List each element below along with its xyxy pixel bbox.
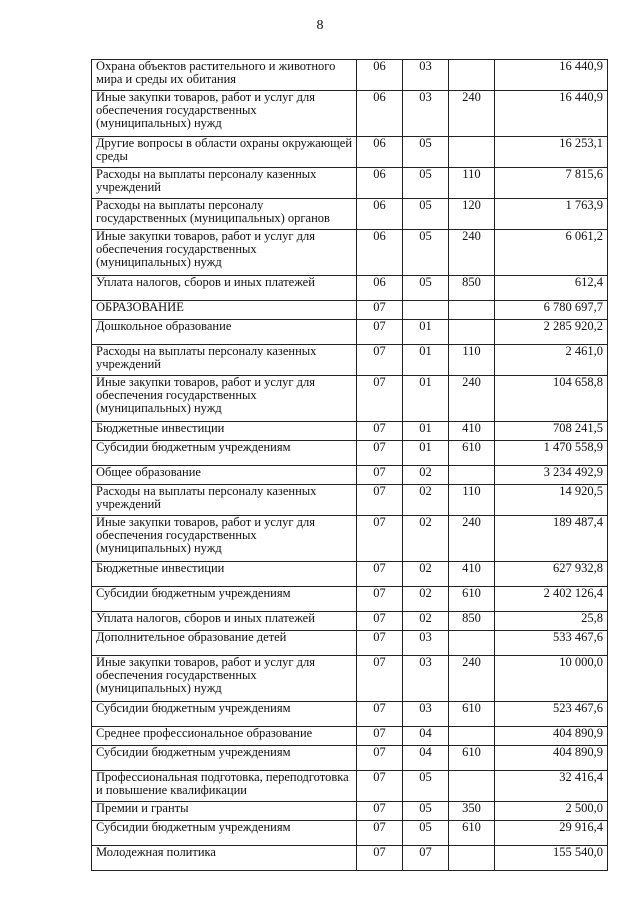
amount-cell: 155 540,0 — [495, 846, 608, 871]
amount-cell: 14 920,5 — [495, 485, 608, 516]
expense-name-cell: Профессиональная подготовка, переподготовка и повышение квалификации — [92, 771, 357, 802]
expense-name-cell: Охрана объектов растительного и животного мира и среды их обитания — [92, 60, 357, 91]
amount-cell: 404 890,9 — [495, 746, 608, 771]
amount-cell: 612,4 — [495, 276, 608, 301]
expense-type-code-cell: 120 — [449, 199, 495, 230]
amount-cell: 2 500,0 — [495, 802, 608, 821]
expense-type-code-cell: 240 — [449, 656, 495, 702]
table-row — [92, 466, 608, 485]
expense-name-cell: Уплата налогов, сборов и иных платежей — [92, 276, 357, 301]
subsection-code-cell: 01 — [403, 345, 449, 376]
section-code-cell: 07 — [357, 516, 403, 562]
subsection-code-cell: 05 — [403, 230, 449, 276]
expense-type-code-cell — [449, 320, 495, 345]
amount-cell: 104 658,8 — [495, 376, 608, 422]
subsection-code-cell: 02 — [403, 485, 449, 516]
amount-cell: 3 234 492,9 — [495, 466, 608, 485]
amount-cell: 523 467,6 — [495, 702, 608, 727]
expense-type-code-cell: 110 — [449, 345, 495, 376]
expense-name-cell: Молодежная политика — [92, 846, 357, 871]
amount-cell: 708 241,5 — [495, 422, 608, 441]
expense-name-cell: Иные закупки товаров, работ и услуг для обеспечения государственных (муниципальных) нужд — [92, 230, 357, 276]
expense-name-cell: Премии и гранты — [92, 802, 357, 821]
table-row — [92, 802, 608, 821]
table-row — [92, 821, 608, 846]
subsection-code-cell: 05 — [403, 168, 449, 199]
section-code-cell: 06 — [357, 230, 403, 276]
section-code-cell: 07 — [357, 422, 403, 441]
expense-type-code-cell — [449, 846, 495, 871]
table-row — [92, 422, 608, 441]
amount-cell: 7 815,6 — [495, 168, 608, 199]
amount-cell: 16 440,9 — [495, 60, 608, 91]
table-row — [92, 91, 608, 137]
amount-cell: 1 470 558,9 — [495, 441, 608, 466]
amount-cell: 29 916,4 — [495, 821, 608, 846]
expense-type-code-cell: 610 — [449, 702, 495, 727]
expense-type-code-cell: 110 — [449, 485, 495, 516]
table-row — [92, 746, 608, 771]
section-code-cell: 07 — [357, 466, 403, 485]
expense-name-cell: Расходы на выплаты персоналу казенных учреждений — [92, 485, 357, 516]
table-row — [92, 137, 608, 168]
amount-cell: 627 932,8 — [495, 562, 608, 587]
subsection-code-cell: 01 — [403, 320, 449, 345]
expense-type-code-cell: 850 — [449, 612, 495, 631]
subsection-code-cell: 03 — [403, 702, 449, 727]
subsection-code-cell: 02 — [403, 587, 449, 612]
expense-type-code-cell: 410 — [449, 562, 495, 587]
section-code-cell: 07 — [357, 301, 403, 320]
section-code-cell: 07 — [357, 656, 403, 702]
subsection-code-cell: 04 — [403, 727, 449, 746]
section-code-cell: 07 — [357, 612, 403, 631]
section-code-cell: 07 — [357, 846, 403, 871]
subsection-code-cell: 05 — [403, 276, 449, 301]
subsection-code-cell: 03 — [403, 91, 449, 137]
section-code-cell: 07 — [357, 376, 403, 422]
expense-name-cell: Субсидии бюджетным учреждениям — [92, 702, 357, 727]
section-code-cell: 07 — [357, 441, 403, 466]
expense-name-cell: ОБРАЗОВАНИЕ — [92, 301, 357, 320]
budget-table-body — [92, 60, 608, 871]
section-code-cell: 07 — [357, 771, 403, 802]
expense-type-code-cell: 110 — [449, 168, 495, 199]
section-code-cell: 06 — [357, 137, 403, 168]
amount-cell: 2 402 126,4 — [495, 587, 608, 612]
expense-type-code-cell — [449, 60, 495, 91]
section-code-cell: 07 — [357, 746, 403, 771]
section-code-cell: 07 — [357, 485, 403, 516]
table-row — [92, 441, 608, 466]
section-code-cell: 06 — [357, 60, 403, 91]
table-row — [92, 612, 608, 631]
section-code-cell: 07 — [357, 702, 403, 727]
expense-name-cell: Субсидии бюджетным учреждениям — [92, 821, 357, 846]
table-row — [92, 485, 608, 516]
table-row — [92, 60, 608, 91]
table-row — [92, 320, 608, 345]
subsection-code-cell: 01 — [403, 422, 449, 441]
subsection-code-cell: 01 — [403, 441, 449, 466]
subsection-code-cell: 02 — [403, 612, 449, 631]
section-code-cell: 07 — [357, 727, 403, 746]
table-row — [92, 516, 608, 562]
table-row — [92, 168, 608, 199]
subsection-code-cell: 05 — [403, 137, 449, 168]
table-row — [92, 727, 608, 746]
expense-type-code-cell — [449, 466, 495, 485]
table-row — [92, 230, 608, 276]
expense-name-cell: Расходы на выплаты персоналу казенных учреждений — [92, 168, 357, 199]
section-code-cell: 07 — [357, 587, 403, 612]
amount-cell: 533 467,6 — [495, 631, 608, 656]
expense-type-code-cell: 240 — [449, 230, 495, 276]
subsection-code-cell: 02 — [403, 466, 449, 485]
amount-cell: 189 487,4 — [495, 516, 608, 562]
subsection-code-cell: 04 — [403, 746, 449, 771]
section-code-cell: 07 — [357, 631, 403, 656]
amount-cell: 6 061,2 — [495, 230, 608, 276]
section-code-cell: 07 — [357, 802, 403, 821]
section-code-cell: 06 — [357, 199, 403, 230]
subsection-code-cell: 05 — [403, 199, 449, 230]
table-row — [92, 301, 608, 320]
table-row — [92, 199, 608, 230]
subsection-code-cell: 02 — [403, 562, 449, 587]
page-number: 8 — [316, 18, 324, 33]
subsection-code-cell: 01 — [403, 376, 449, 422]
amount-cell: 10 000,0 — [495, 656, 608, 702]
section-code-cell: 07 — [357, 821, 403, 846]
amount-cell: 404 890,9 — [495, 727, 608, 746]
amount-cell: 16 253,1 — [495, 137, 608, 168]
expense-type-code-cell — [449, 631, 495, 656]
amount-cell: 2 461,0 — [495, 345, 608, 376]
expense-type-code-cell: 410 — [449, 422, 495, 441]
expense-type-code-cell: 610 — [449, 746, 495, 771]
expense-name-cell: Бюджетные инвестиции — [92, 562, 357, 587]
subsection-code-cell: 03 — [403, 60, 449, 91]
expense-name-cell: Общее образование — [92, 466, 357, 485]
expense-type-code-cell: 610 — [449, 441, 495, 466]
expense-name-cell: Дошкольное образование — [92, 320, 357, 345]
amount-cell: 6 780 697,7 — [495, 301, 608, 320]
table-row — [92, 631, 608, 656]
table-row — [92, 345, 608, 376]
amount-cell: 2 285 920,2 — [495, 320, 608, 345]
section-code-cell: 06 — [357, 168, 403, 199]
subsection-code-cell: 07 — [403, 846, 449, 871]
expense-type-code-cell — [449, 727, 495, 746]
table-row — [92, 276, 608, 301]
subsection-code-cell: 03 — [403, 631, 449, 656]
table-row — [92, 702, 608, 727]
subsection-code-cell: 03 — [403, 656, 449, 702]
expense-name-cell: Иные закупки товаров, работ и услуг для обеспечения государственных (муниципальных) нужд — [92, 656, 357, 702]
section-code-cell: 07 — [357, 320, 403, 345]
subsection-code-cell: 05 — [403, 821, 449, 846]
expense-name-cell: Уплата налогов, сборов и иных платежей — [92, 612, 357, 631]
subsection-code-cell: 05 — [403, 771, 449, 802]
expense-name-cell: Иные закупки товаров, работ и услуг для обеспечения государственных (муниципальных) нужд — [92, 516, 357, 562]
amount-cell: 16 440,9 — [495, 91, 608, 137]
expense-name-cell: Расходы на выплаты персоналу государственных (муниципальных) органов — [92, 199, 357, 230]
section-code-cell: 06 — [357, 91, 403, 137]
expense-type-code-cell — [449, 301, 495, 320]
expense-type-code-cell: 350 — [449, 802, 495, 821]
table-row — [92, 562, 608, 587]
section-code-cell: 06 — [357, 276, 403, 301]
expense-name-cell: Среднее профессиональное образование — [92, 727, 357, 746]
section-code-cell: 07 — [357, 562, 403, 587]
expense-type-code-cell: 610 — [449, 587, 495, 612]
table-row — [92, 587, 608, 612]
amount-cell: 25,8 — [495, 612, 608, 631]
amount-cell: 1 763,9 — [495, 199, 608, 230]
subsection-code-cell: 02 — [403, 516, 449, 562]
table-row — [92, 771, 608, 802]
expense-name-cell: Другие вопросы в области охраны окружающей среды — [92, 137, 357, 168]
expense-name-cell: Иные закупки товаров, работ и услуг для обеспечения государственных (муниципальных) нужд — [92, 376, 357, 422]
subsection-code-cell — [403, 301, 449, 320]
budget-table — [91, 59, 608, 871]
expense-type-code-cell: 850 — [449, 276, 495, 301]
expense-type-code-cell: 240 — [449, 91, 495, 137]
expense-name-cell: Иные закупки товаров, работ и услуг для обеспечения государственных (муниципальных) нужд — [92, 91, 357, 137]
expense-type-code-cell — [449, 771, 495, 802]
expense-name-cell: Субсидии бюджетным учреждениям — [92, 746, 357, 771]
table-row — [92, 376, 608, 422]
expense-name-cell: Расходы на выплаты персоналу казенных учреждений — [92, 345, 357, 376]
amount-cell: 32 416,4 — [495, 771, 608, 802]
expense-name-cell: Субсидии бюджетным учреждениям — [92, 441, 357, 466]
table-row — [92, 846, 608, 871]
expense-name-cell: Субсидии бюджетным учреждениям — [92, 587, 357, 612]
subsection-code-cell: 05 — [403, 802, 449, 821]
table-row — [92, 656, 608, 702]
expense-name-cell: Дополнительное образование детей — [92, 631, 357, 656]
expense-type-code-cell: 610 — [449, 821, 495, 846]
section-code-cell: 07 — [357, 345, 403, 376]
expense-type-code-cell: 240 — [449, 376, 495, 422]
expense-type-code-cell — [449, 137, 495, 168]
expense-name-cell: Бюджетные инвестиции — [92, 422, 357, 441]
expense-type-code-cell: 240 — [449, 516, 495, 562]
